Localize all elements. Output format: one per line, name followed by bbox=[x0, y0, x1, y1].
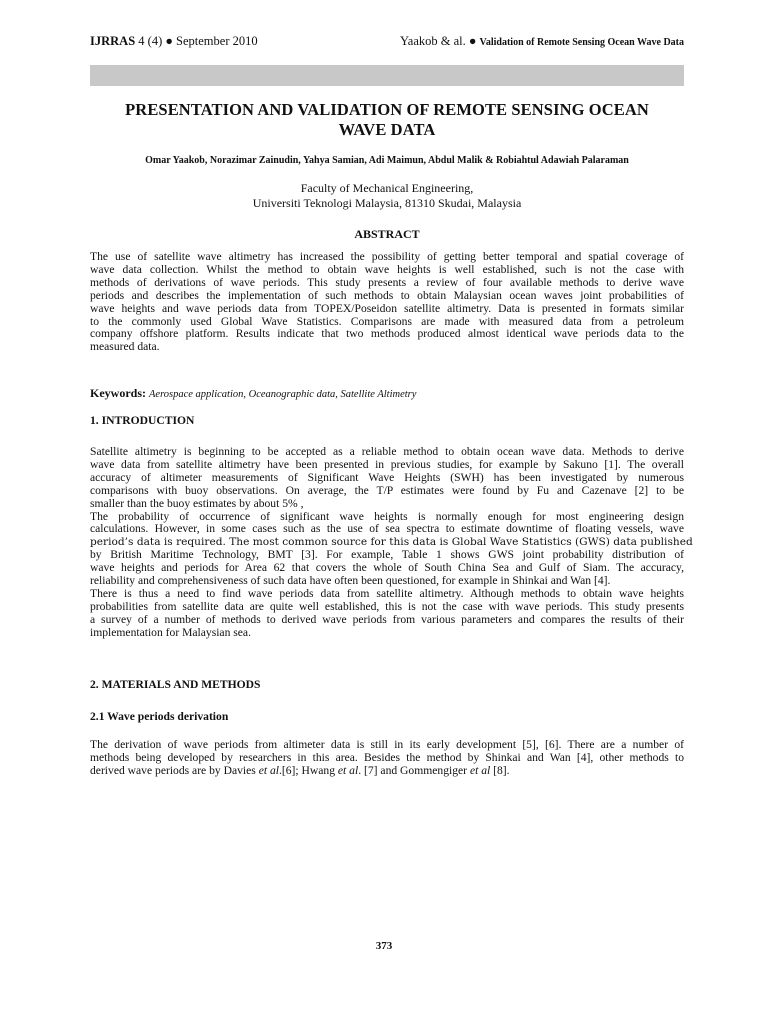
intro-line: wave heights and periods for Area 62 that covers the whole of South China Sea and Gulf of Siam. The accuracy, bbox=[90, 561, 684, 575]
journal-name: IJRRAS bbox=[90, 34, 136, 48]
methods-text: . [7] and Gommengiger bbox=[358, 763, 470, 777]
title-line: WAVE DATA bbox=[338, 120, 436, 139]
subsection-heading-wave-periods: 2.1 Wave periods derivation bbox=[90, 710, 229, 723]
keywords-label: Keywords: bbox=[90, 386, 146, 400]
abstract-line: measured data. bbox=[90, 340, 160, 354]
running-title-block bbox=[400, 34, 684, 49]
abstract-line: methods of derivations of wave periods. This study presents a review of four available methods to derive wave bbox=[90, 275, 684, 289]
methods-text: derived wave periods are by Davies bbox=[90, 763, 259, 777]
methods-line bbox=[90, 765, 684, 778]
journal-info bbox=[90, 34, 258, 49]
intro-line: a survey of a number of methods to derived wave periods from various parameters and compares the results of their bbox=[90, 612, 684, 626]
running-title: Validation of Remote Sensing Ocean Wave Data bbox=[479, 37, 684, 48]
intro-line: Satellite altimetry is beginning to be accepted as a reliable method to obtain ocean wave data. Methods to derive bbox=[90, 445, 684, 458]
intro-line: implementation for Malaysian sea. bbox=[90, 625, 251, 639]
intro-line: reliability and comprehensiveness of such data have often been questioned, for example in Shinkai and Wan [4]. bbox=[90, 574, 611, 588]
intro-line: probabilities from satellite data are quite well established, this is not the case with wave periods. This study presents bbox=[90, 599, 684, 613]
section-heading-materials-methods: 2. MATERIALS AND METHODS bbox=[90, 678, 261, 691]
intro-line: accuracy of altimeter measurements of Significant Wave Heights (SWH) has been investigated by numerous bbox=[90, 470, 684, 484]
methods-body bbox=[90, 739, 684, 778]
et-al: et al bbox=[469, 763, 491, 777]
et-al: et al bbox=[337, 763, 359, 777]
methods-line: methods being developed by researchers in this area. Besides the method by Shinkai and Wan [4], other methods to bbox=[90, 750, 684, 764]
keywords bbox=[90, 386, 416, 401]
abstract-line: wave heights and wave periods data from TOPEX/Poseidon satellite altimetry. Data is presented in formats similar bbox=[90, 301, 684, 315]
intro-line: smaller than the buoy estimates by about 5% , bbox=[90, 496, 304, 510]
intro-line: There is thus a need to find wave periods data from satellite altimetry. Although methods to obtain wave heights bbox=[90, 586, 684, 600]
section-heading-introduction: 1. INTRODUCTION bbox=[90, 414, 195, 427]
keywords-text: Aerospace application, Oceanographic data, Satellite Altimetry bbox=[149, 389, 417, 400]
abstract-heading: ABSTRACT bbox=[354, 227, 420, 241]
affiliation-line: Faculty of Mechanical Engineering, bbox=[300, 181, 474, 195]
methods-text: [8]. bbox=[490, 763, 510, 777]
abstract-line: The use of satellite wave altimetry has increased the possibility of getting better temporal and spatial coverage of bbox=[90, 250, 684, 263]
journal-issue: 4 (4) ● September 2010 bbox=[138, 34, 258, 48]
abstract-line: wave data collection. Whilst the method to obtain wave heights is well established, such is not the case with bbox=[90, 262, 684, 276]
methods-text: .[6]; Hwang bbox=[278, 763, 338, 777]
et-al: et al bbox=[258, 763, 279, 777]
methods-line: The derivation of wave periods from altimeter data is still in its early development [5], [6]. There are a number of bbox=[90, 738, 684, 751]
intro-line: period’s data is required. The most common source for this data is Global Wave Statistics (GWS) data published bbox=[90, 536, 693, 549]
title-line: PRESENTATION AND VALIDATION OF REMOTE SENSING OCEAN bbox=[125, 100, 649, 119]
abstract-line: to the commonly used Global Wave Statistics. Comparisons are made with measured data from a petroleum bbox=[90, 314, 684, 328]
paper-title bbox=[90, 100, 684, 140]
abstract-body bbox=[90, 251, 684, 354]
intro-line: The probability of occurrence of significant wave heights is normally enough for most engineering design bbox=[90, 509, 684, 523]
affiliation bbox=[90, 181, 684, 211]
author-list: Omar Yaakob, Norazimar Zainudin, Yahya Samian, Adi Maimun, Abdul Malik & Robiahtul Adawiah Palaraman bbox=[145, 155, 629, 166]
intro-line: wave data from satellite altimetry have been presented in previous studies, for example by Sakuno [1]. The overall bbox=[90, 457, 684, 471]
running-header bbox=[90, 34, 684, 50]
header-authors: Yaakob & al. ● bbox=[400, 34, 477, 48]
affiliation-line: Universiti Teknologi Malaysia, 81310 Skudai, Malaysia bbox=[252, 196, 522, 210]
page-number: 373 bbox=[375, 940, 393, 952]
header-rule-bar bbox=[90, 65, 684, 86]
intro-line: comparisons with buoy observations. On average, the T/P estimates were found by Fu and Cazenave [2] to be bbox=[90, 483, 684, 497]
intro-line: calculations. However, in some cases such as the use of sea spectra to estimate downtime of floating vessels, wave bbox=[90, 522, 684, 536]
intro-line: by British Maritime Technology, BMT [3]. For example, Table 1 shows GWS joint probability distribution of bbox=[90, 548, 684, 562]
abstract-line: periods and describes the implementation of such methods to obtain Malaysian ocean waves joint probabilities of bbox=[90, 288, 684, 302]
introduction-body bbox=[90, 445, 693, 640]
abstract-line: company offshore platform. Results indicate that two methods produced almost identical wave periods data to the bbox=[90, 327, 684, 341]
